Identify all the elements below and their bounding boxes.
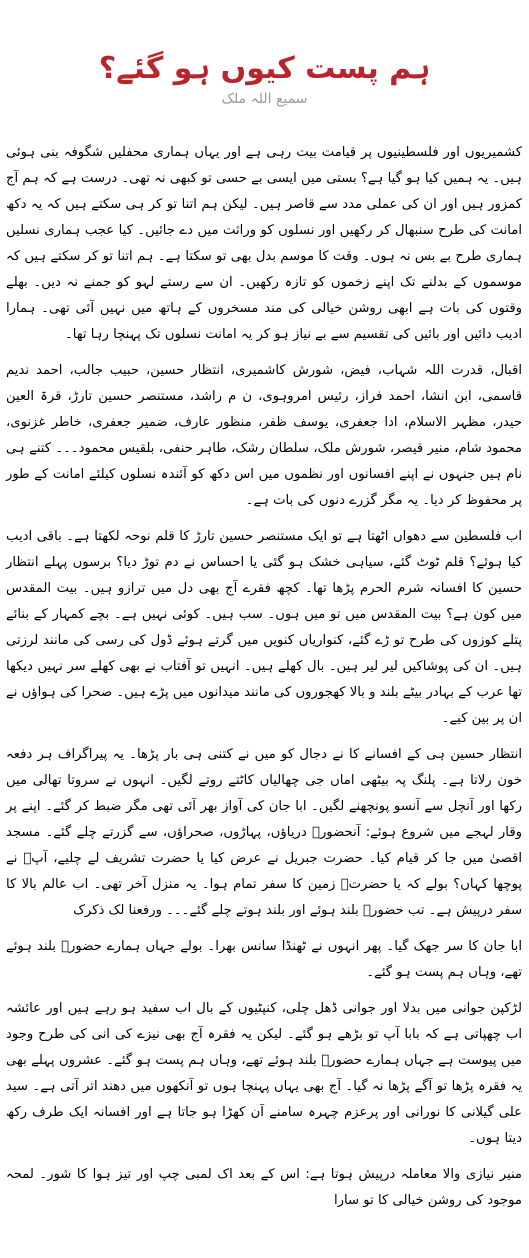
author-byline: سمیع اللہ ملک [221, 91, 308, 107]
paragraph: لڑکپن جوانی میں بدلا اور جوانی ڈھل چلی، کنپٹیوں کے بال اب سفید ہو رہے ہیں اور عائشہ اب چھپاتی ہے کہ بابا آپ تو بڑھے ہو گئے۔ لیکن یہ فقرہ آج بھی نیزے کی انی کی طرح وجود میں پیوست ہے جہاں ہمارے حضورؐ بلند ہوئے تھے، وہاں ہم پست ہو گئے۔ عشروں پہلے بھی یہ فقرہ پڑھا تو آگے پڑھا نہ گیا۔ آج بھی یہاں پہنچا ہوں تو آنکھوں میں دھند اتر آتی ہے۔ سید علی گیلانی کا نورانی اور پرعزم چہرہ سامنے آن کھڑا ہو جاتا ہے اور افسانہ ایک طرف رکھ دیتا ہوں۔ [6, 1001, 522, 1146]
paragraph: ابا جان کا سر جھک گیا۔ پھر انہوں نے ٹھنڈا سانس بھرا۔ بولے جہاں ہمارے حضورؐ بلند ہوئے تھے، وہاں ہم پست ہو گئے۔ [6, 939, 522, 980]
paragraph: منیر نیازی والا معاملہ درپیش ہوتا ہے: اس کے بعد اک لمبی چپ اور تیز ہوا کا شور۔ لمحہ موجود کی روشن خیالی کا تو سارا [6, 1167, 522, 1208]
article-title: ہم پست کیوں ہو گئے؟ [98, 51, 431, 86]
article-body [6, 140, 522, 1224]
paragraph: اقبال، قدرت اللہ شہاب، فیض، شورش کاشمیری، انتظار حسین، حبیب جالب، احمد ندیم قاسمی، ابن انشا، احمد فراز، رئیس امروہوی، ن م راشد، مستنصر حسین تارڑ، قرۃ العین حیدر، مظہر الاسلام، ادا جعفری، یوسف ظفر، منظور عارف، ضمیر جعفری، خاطر غزنوی، محمود شام، منیر قیصر، شورش ملک، سلطان رشک، طاہر حنفی، بلقیس محمود۔۔۔ کتنے ہی نام ہیں جنہوں نے اپنے افسانوں اور نظموں میں اس دکھ کو آئندہ نسلوں کیلئے امانت کے طور پر محفوظ کر دیا۔ یہ مگر گزرے دنوں کی بات ہے۔ [6, 363, 522, 508]
paragraph: انتظار حسین ہی کے افسانے کا نے دجال کو میں نے کتنی ہی بار پڑھا۔ یہ پیراگراف ہر دفعہ خون رلاتا ہے۔ پلنگ پہ بیٹھی اماں جی چھالیاں کاٹتے روتے لگیں۔ انہوں نے سروتا تھالی میں رکھا اور آنچل سے آنسو پونچھنے لگیں۔ ابا جان کی آواز بھر آئی تھی مگر ضبط کر گئے۔ اپنے پر وقار لہجے میں شروع ہوئے: آنحضورؐ دریاؤں، پہاڑوں، صحراؤں، سے گزرتے چلے گئے۔ مسجد اقصیٰ میں جا کر قیام کیا۔ حضرت جبریل نے عرض کیا یا حضرت تشریف لے چلیے، آپؐ نے پوچھا کہاں؟ بولے کہ یا حضرتؐ زمین کا سفر تمام ہوا۔ یہ منزل آخر تھی۔ اب عالم بالا کا سفر درپیش ہے۔ تب حضورؐ بلند ہوئے اور بلند ہوتے چلے گئے۔۔۔ ورفعنا لک ذکرک [6, 747, 522, 918]
paragraph: اب فلسطین سے دھواں اٹھتا ہے تو ایک مستنصر حسین تارڑ کا قلم نوحہ لکھتا ہے۔ باقی ادیب کیا ہوئے؟ قلم ٹوٹ گئے، سیاہی خشک ہو گئی یا احساس نے دم توڑ دیا؟ برسوں پہلے انتظار حسین کا افسانہ شرم الحرم پڑھا تھا۔ کچھ فقرے آج بھی دل میں ترازو ہیں۔ بیت المقدس میں کون ہے؟ بیت المقدس میں تو میں ہوں۔ سب ہیں۔ کوئی نہیں ہے۔ بچے کمہار کے بنائے پتلے کوزوں کی طرح تو ڑے گئے، کنواریاں کنویں میں گرتے ہوئے ڈول کی رسی کی مانند لرزتی ہیں۔ ان کی پوشاکیں لیر لیر ہیں۔ بال کھلے ہیں۔ انہیں تو آفتاب نے بھی کھلے سر نہیں دیکھا تھا عرب کے بہادر بیٹے بلند و بالا کھجوروں کی مانند میدانوں میں پڑے ہیں۔ صحرا کی ہواؤں نے ان پر بین کیے۔ [6, 529, 522, 726]
paragraph: کشمیریوں اور فلسطینیوں پر قیامت بیت رہی ہے اور یہاں ہماری محفلیں شگوفہ بنی ہوئی ہیں۔ یہ ہمیں کیا ہو گیا ہے؟ بستی میں ایسی بے حسی تو کبھی نہ تھی۔ درست ہے کہ ہم آج کمزور ہیں اور ان کی عملی مدد سے قاصر ہیں۔ لیکن ہم اتنا تو کر ہی سکتے ہیں کہ یہ دکھ امانت کی طرح سنبھال کر رکھیں اور نسلوں کو وراثت میں دے جائیں۔ کیا عجب ہماری نسلیں ہماری طرح بے بس نہ ہوں۔ وقت کا موسم بدل بھی تو سکتا ہے۔ ہم اتنا تو کر سکتے ہیں کہ موسموں کے بدلنے تک اپنے زخموں کو تازہ رکھیں۔ ان سے رستے لہو کو جمنے نہ دیں۔ بھلے وقتوں کی بات ہے ابھی روشن خیالی کی مند مسخروں کے ہاتھ میں نہیں آئی تھی۔ ہمارا ادیب دائیں اور بائیں کی تقسیم سے بے نیاز ہو کر یہ امانت نسلوں تک پہنچا رہا تھا۔ [6, 145, 522, 342]
